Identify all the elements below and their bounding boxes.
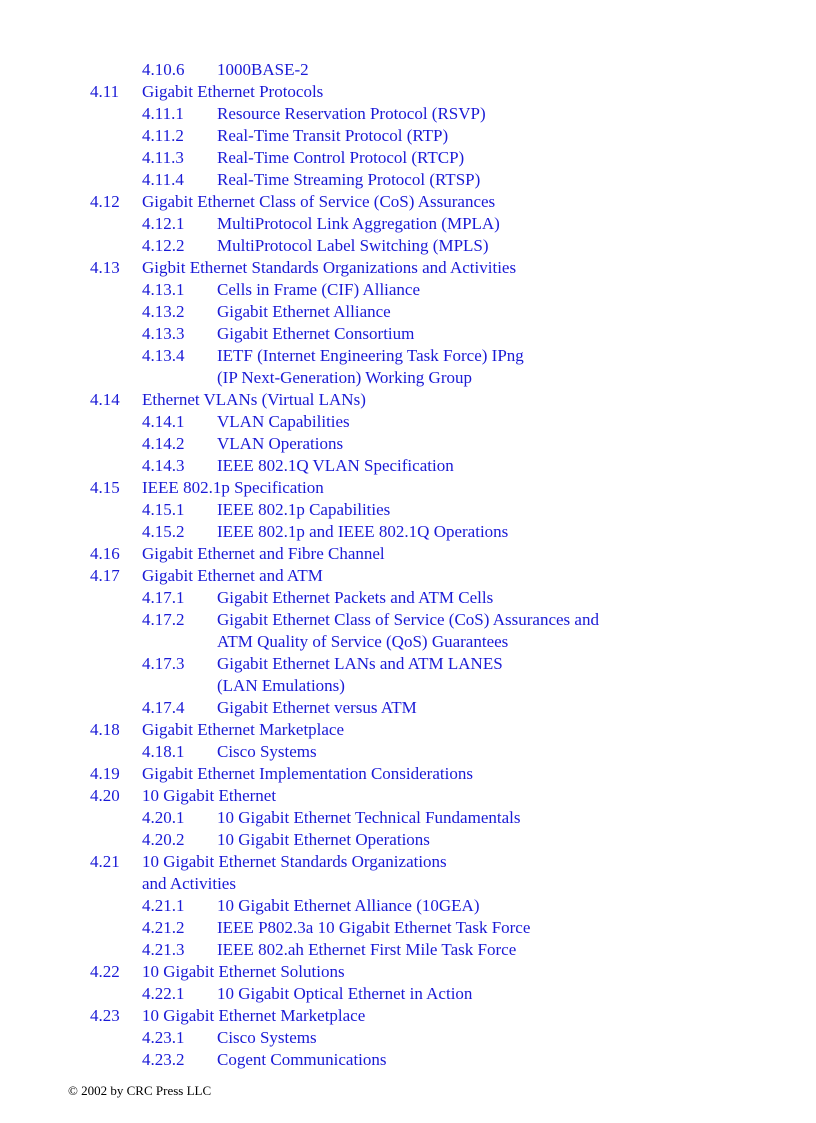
toc-entry[interactable] [0, 323, 816, 345]
toc-entry[interactable] [0, 807, 816, 829]
toc-entry-title[interactable]: Cogent Communications [217, 1050, 387, 1069]
toc-entry[interactable] [0, 235, 816, 257]
toc-entry-number: 4.21 [90, 852, 120, 871]
toc-entry-number: 4.11.1 [142, 104, 184, 123]
toc-entry-number: 4.21.1 [142, 896, 185, 915]
toc-entry[interactable] [0, 939, 816, 961]
toc-entry-title[interactable]: Cisco Systems [217, 1028, 317, 1047]
toc-entry-number: 4.13.3 [142, 324, 185, 343]
toc-entry[interactable] [0, 367, 816, 389]
toc-entry-number: 4.17.1 [142, 588, 185, 607]
toc-entry[interactable] [0, 719, 816, 741]
toc-entry-number: 4.17.3 [142, 654, 185, 673]
toc-entry[interactable] [0, 389, 816, 411]
toc-entry-number: 4.15.2 [142, 522, 185, 541]
toc-entry[interactable] [0, 543, 816, 565]
toc-entry-title[interactable]: IEEE P802.3a 10 Gigabit Ethernet Task Force [217, 918, 531, 937]
toc-entry[interactable] [0, 191, 816, 213]
toc-entry-title[interactable]: (IP Next-Generation) Working Group [217, 368, 472, 387]
toc-entry-title[interactable]: Real-Time Control Protocol (RTCP) [217, 148, 465, 167]
toc-entry-number: 4.14.2 [142, 434, 185, 453]
toc-entry-number: 4.23 [90, 1006, 120, 1025]
toc-entry[interactable] [0, 675, 816, 697]
toc-entry-number: 4.20.2 [142, 830, 185, 849]
toc-entry-number: 4.18 [90, 720, 120, 739]
toc-entry-title[interactable]: MultiProtocol Link Aggregation (MPLA) [217, 214, 500, 233]
toc-entry-title[interactable]: Resource Reservation Protocol (RSVP) [217, 104, 486, 123]
toc-entry-title[interactable]: Gigabit Ethernet Consortium [217, 324, 415, 343]
toc-entry-title[interactable]: Gigabit Ethernet LANs and ATM LANES [217, 654, 503, 673]
toc-entry-title[interactable]: 10 Gigabit Ethernet [142, 786, 277, 805]
toc-entry[interactable] [0, 103, 816, 125]
toc-entry-number: 4.21.2 [142, 918, 185, 937]
toc-entry-number: 4.14 [90, 390, 120, 409]
toc-entry-title[interactable]: IEEE 802.1Q VLAN Specification [217, 456, 454, 475]
toc-entry[interactable] [0, 631, 816, 653]
toc-entry-title[interactable]: 10 Gigabit Ethernet Technical Fundamentals [217, 808, 521, 827]
toc-entry-title[interactable]: Gigabit Ethernet Implementation Considerations [142, 764, 473, 783]
toc-entry-title[interactable]: Ethernet VLANs (Virtual LANs) [142, 390, 366, 409]
toc-entry-title[interactable]: 10 Gigabit Optical Ethernet in Action [217, 984, 473, 1003]
toc-entry-title[interactable]: IEEE 802.1p Specification [142, 478, 324, 497]
toc-entry-title[interactable]: ATM Quality of Service (QoS) Guarantees [217, 632, 509, 651]
toc-entry-title[interactable]: Gigbit Ethernet Standards Organizations and Activities [142, 258, 517, 277]
toc-entry[interactable] [0, 829, 816, 851]
toc-entry-number: 4.23.1 [142, 1028, 185, 1047]
toc-entry-number: 4.15.1 [142, 500, 185, 519]
toc-entry-number: 4.12.2 [142, 236, 185, 255]
toc-entry[interactable] [0, 147, 816, 169]
toc-entry-title[interactable]: IEEE 802.ah Ethernet First Mile Task Force [217, 940, 517, 959]
toc-entry[interactable] [0, 917, 816, 939]
toc-entry-number: 4.21.3 [142, 940, 185, 959]
toc-entry-title[interactable]: Gigabit Ethernet and Fibre Channel [142, 544, 385, 563]
toc-entry-title[interactable]: 10 Gigabit Ethernet Alliance (10GEA) [217, 896, 480, 915]
toc-entry[interactable] [0, 521, 816, 543]
toc-entry-number: 4.14.1 [142, 412, 185, 431]
toc-entry-number: 4.11.4 [142, 170, 184, 189]
toc-entry[interactable] [0, 587, 816, 609]
toc-entry-number: 4.23.2 [142, 1050, 185, 1069]
toc-entry[interactable] [0, 433, 816, 455]
toc-entry-number: 4.13.2 [142, 302, 185, 321]
toc-entry-number: 4.19 [90, 764, 120, 783]
toc-entry[interactable] [0, 653, 816, 675]
toc-entry-title[interactable]: 10 Gigabit Ethernet Solutions [142, 962, 345, 981]
toc-entry[interactable] [0, 257, 816, 279]
toc-entry-title[interactable]: Cisco Systems [217, 742, 317, 761]
toc-entry[interactable] [0, 983, 816, 1005]
toc-entry[interactable] [0, 1027, 816, 1049]
toc-entry-number: 4.20.1 [142, 808, 185, 827]
toc-entry[interactable] [0, 697, 816, 719]
toc-entry[interactable] [0, 1049, 816, 1071]
toc-entry-title[interactable]: Gigabit Ethernet and ATM [142, 566, 323, 585]
toc-entry-number: 4.11 [90, 82, 120, 101]
toc-entry-title[interactable]: VLAN Operations [217, 434, 344, 453]
toc-entry-number: 4.22 [90, 962, 120, 981]
toc-entry-number: 4.17.4 [142, 698, 185, 717]
toc-entry-title[interactable]: MultiProtocol Label Switching (MPLS) [217, 236, 489, 255]
toc-entry[interactable] [0, 741, 816, 763]
toc-entry-title[interactable]: IETF (Internet Engineering Task Force) IPng [217, 346, 524, 365]
toc-entry[interactable] [0, 411, 816, 433]
toc-entry-number: 4.18.1 [142, 742, 185, 761]
toc-entry[interactable] [0, 279, 816, 301]
toc-entry-number: 4.20 [90, 786, 120, 805]
toc-entry[interactable] [0, 851, 816, 873]
toc-entry-number: 4.22.1 [142, 984, 185, 1003]
toc-entry-number: 4.13 [90, 258, 120, 277]
toc-entry-title[interactable]: Gigabit Ethernet Class of Service (CoS) Assurances [142, 192, 496, 211]
toc-entry-title[interactable]: (LAN Emulations) [217, 676, 345, 695]
toc-entry[interactable] [0, 961, 816, 983]
toc-entry-number: 4.10.6 [142, 60, 185, 79]
toc-entry-title[interactable]: 1000BASE-2 [217, 60, 309, 79]
toc-entry[interactable] [0, 785, 816, 807]
toc-entry-title[interactable]: Gigabit Ethernet Protocols [142, 82, 324, 101]
toc-entry[interactable] [0, 477, 816, 499]
toc-entry-number: 4.14.3 [142, 456, 185, 475]
toc-entry-number: 4.15 [90, 478, 120, 497]
toc-entry-title[interactable]: VLAN Capabilities [217, 412, 350, 431]
toc-entry[interactable] [0, 213, 816, 235]
toc-entry-title[interactable]: IEEE 802.1p and IEEE 802.1Q Operations [217, 522, 509, 541]
toc-entry-number: 4.11.2 [142, 126, 184, 145]
toc-entry-number: 4.17.2 [142, 610, 185, 629]
toc-entry[interactable] [0, 565, 816, 587]
toc-entry-title[interactable]: IEEE 802.1p Capabilities [217, 500, 391, 519]
toc-entry[interactable] [0, 169, 816, 191]
copyright-footer: © 2002 by CRC Press LLC [68, 1083, 212, 1098]
toc-entry-title[interactable]: Gigabit Ethernet Packets and ATM Cells [217, 588, 494, 607]
toc-entry[interactable] [0, 125, 816, 147]
toc-entry[interactable] [0, 1005, 816, 1027]
toc-entry-title[interactable]: Real-Time Streaming Protocol (RTSP) [217, 170, 481, 189]
toc-entry[interactable] [0, 499, 816, 521]
toc-entry[interactable] [0, 59, 816, 81]
toc-entry-title[interactable]: Real-Time Transit Protocol (RTP) [217, 126, 449, 145]
toc-entry-number: 4.13.1 [142, 280, 185, 299]
toc-entry-number: 4.12 [90, 192, 120, 211]
toc-entry[interactable] [0, 873, 816, 895]
toc-entry-title[interactable]: Gigabit Ethernet versus ATM [217, 698, 417, 717]
toc-entry-title[interactable]: Gigabit Ethernet Alliance [217, 302, 391, 321]
toc-entry-title[interactable]: Gigabit Ethernet Class of Service (CoS) Assurances and [217, 610, 599, 629]
toc-entry-title[interactable]: Gigabit Ethernet Marketplace [142, 720, 345, 739]
toc-entry-title[interactable]: Cells in Frame (CIF) Alliance [217, 280, 421, 299]
toc-entry[interactable] [0, 455, 816, 477]
toc-entry[interactable] [0, 81, 816, 103]
toc-entry[interactable] [0, 301, 816, 323]
toc-entry-title[interactable]: and Activities [142, 874, 236, 893]
toc-entry-number: 4.17 [90, 566, 120, 585]
toc-entry-number: 4.11.3 [142, 148, 184, 167]
toc-entry[interactable] [0, 345, 816, 367]
toc-entry-number: 4.12.1 [142, 214, 185, 233]
toc-entry[interactable] [0, 895, 816, 917]
toc-entry-number: 4.16 [90, 544, 120, 563]
toc-entry[interactable] [0, 609, 816, 631]
toc-entry-number: 4.13.4 [142, 346, 185, 365]
table-of-contents [0, 59, 816, 1071]
toc-entry-title[interactable]: 10 Gigabit Ethernet Marketplace [142, 1006, 366, 1025]
toc-entry-title[interactable]: 10 Gigabit Ethernet Operations [217, 830, 430, 849]
toc-entry-title[interactable]: 10 Gigabit Ethernet Standards Organizations [142, 852, 447, 871]
toc-entry[interactable] [0, 763, 816, 785]
